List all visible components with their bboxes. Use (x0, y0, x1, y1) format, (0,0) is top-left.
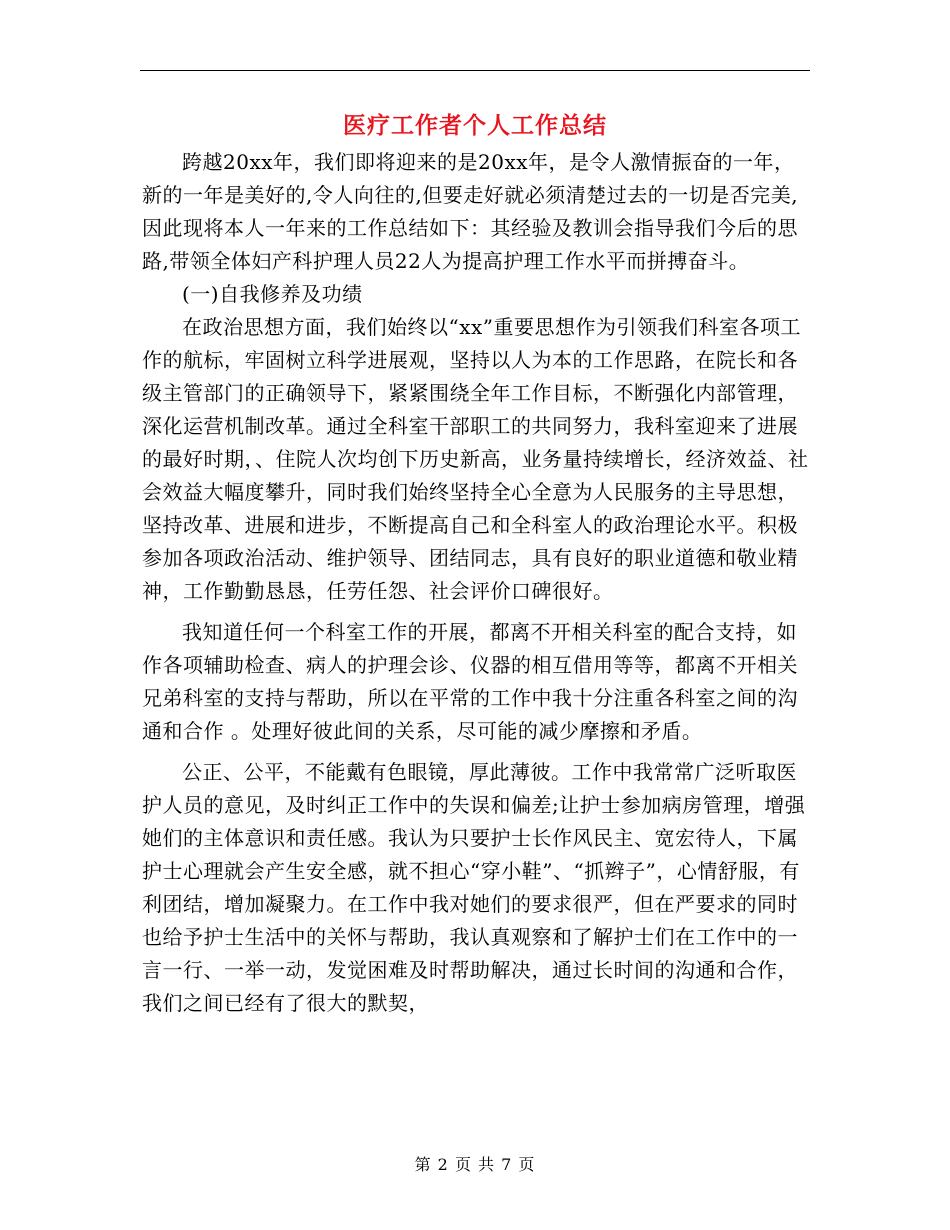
header-rule (140, 70, 810, 71)
page-number: 第 2 页 共 7 页 (414, 1155, 536, 1174)
paragraph-fairness: 公正、公平，不能戴有色眼镜，厚此薄彼。工作中我常常广泛听取医护人员的意见，及时纠正工作中的失误和偏差;让护士参加病房管理，增强她们的主体意识和责任感。我认为只要护士长作风民主、宽宏待人，下属护士心理就会产生安全感，就不担心“穿小鞋”、“抓辫子”，心情舒服，有利团结，增加凝聚力。在工作中我对她们的要求很严，但在严要求的同时也给予护士生活中的关怀与帮助，我认真观察和了解护士们在工作中的一言一行、一举一动，发觉困难及时帮助解决，通过长时间的沟通和合作，我们之间已经有了很大的默契， (142, 760, 806, 1015)
paragraph-cooperation: 我知道任何一个科室工作的开展，都离不开相关科室的配合支持，如作各项辅助检查、病人的护理会诊、仪器的相互借用等等，都离不开相关兄弟科室的支持与帮助，所以在平常的工作中我十分注重各科室之间的沟通和合作 。处理好彼此间的关系，尽可能的减少摩擦和矛盾。 (142, 620, 798, 743)
section-heading: (一)自我修养及功绩 (182, 282, 363, 306)
document-title: 医疗工作者个人工作总结 (343, 112, 607, 139)
document-body (142, 146, 810, 1020)
paragraph-political: 在政治思想方面，我们始终以“xx”重要思想作为引领我们科室各项工作的航标，牢固树立科学进展观，坚持以人为本的工作思路，在院长和各级主管部门的正确领导下，紧紧围绕全年工作目标，不断强化内部管理，深化运营机制改革。通过全科室干部职工的共同努力，我科室迎来了进展的最好时期，、住院人次均创下历史新高，业务量持续增长，经济效益、社会效益大幅度攀升，同时我们始终坚持全心全意为人民服务的主导思想，坚持改革、进展和进步，不断提高自己和全科室人的政治理论水平。积极参加各项政治活动、维护领导、团结同志，具有良好的职业道德和敬业精神，工作勤勤恳恳，任劳任怨、社会评价口碑很好。 (142, 315, 809, 603)
paragraph-intro: 跨越20xx年，我们即将迎来的是20xx年，是令人激情振奋的一年，新的一年是美好的,令人向往的,但要走好就必须清楚过去的一切是否完美,因此现将本人一年来的工作总结如下：其经验及教训会指导我们今后的思路,带领全体妇产科护理人员22人为提高护理工作水平而拼搏奋斗。 (142, 150, 799, 273)
